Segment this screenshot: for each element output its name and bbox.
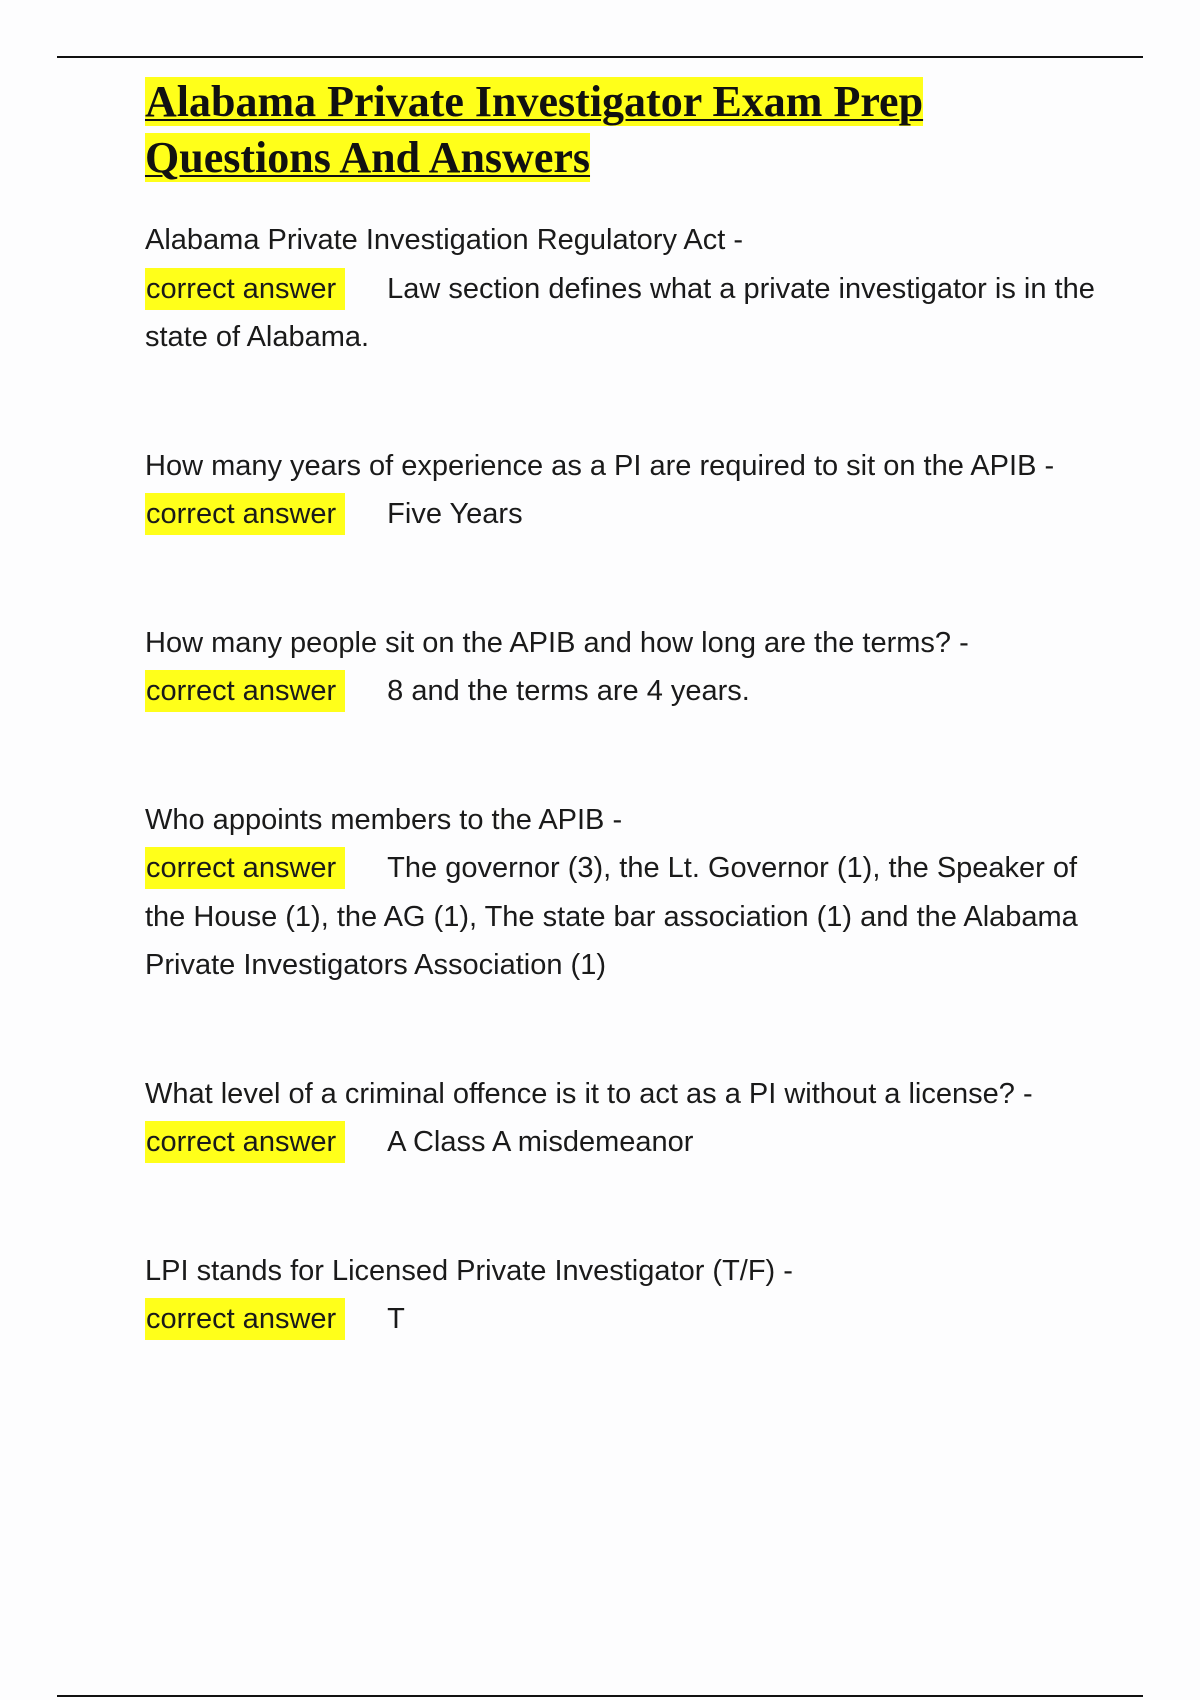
document-body <box>145 74 1095 1344</box>
correct-answer-label: correct answer <box>145 1298 345 1340</box>
answer-line <box>145 1118 1095 1167</box>
answer-line <box>145 265 1095 362</box>
qa-item <box>145 1070 1095 1167</box>
question-text: What level of a criminal offence is it to act as a PI without a license? - <box>145 1077 1033 1110</box>
question-text: LPI stands for Licensed Private Investigator (T/F) - <box>145 1254 793 1287</box>
qa-item <box>145 1247 1095 1344</box>
header-rule <box>57 56 1143 58</box>
answer-line <box>145 667 1095 716</box>
answer-line <box>145 844 1095 990</box>
qa-item <box>145 619 1095 716</box>
correct-answer-label: correct answer <box>145 493 345 535</box>
answer-text: Law section defines what a private investigator is in the state of Alabama. <box>145 272 1095 353</box>
question-text: Alabama Private Investigation Regulatory Act - <box>145 224 744 256</box>
qa-list <box>145 216 1095 1344</box>
question-text: Who appoints members to the APIB - <box>145 803 623 836</box>
answer-line <box>145 490 1095 539</box>
footer-rule <box>57 1695 1143 1697</box>
answer-text: Five Years <box>387 498 523 530</box>
answer-line <box>145 1295 1095 1344</box>
page-title-text: Alabama Private Investigator Exam Prep Questions And Answers <box>145 77 924 182</box>
answer-text: A Class A misdemeanor <box>387 1126 694 1158</box>
qa-item <box>145 796 1095 990</box>
answer-text: T <box>387 1303 405 1335</box>
question-text: How many people sit on the APIB and how long are the terms? - <box>145 626 969 659</box>
correct-answer-label: correct answer <box>145 670 345 712</box>
correct-answer-label: correct answer <box>145 847 345 889</box>
correct-answer-label: correct answer <box>145 268 345 310</box>
answer-text: The governor (3), the Lt. Governor (1), the Speaker of the House (1), the AG (1), The state bar association (1) and the Alabama Private Investigators Association (1) <box>145 852 1078 981</box>
qa-item <box>145 442 1095 539</box>
question-text: How many years of experience as a PI are required to sit on the APIB - <box>145 449 1055 482</box>
page-title <box>145 74 1095 186</box>
qa-item <box>145 216 1095 362</box>
answer-text: 8 and the terms are 4 years. <box>387 675 750 707</box>
correct-answer-label: correct answer <box>145 1121 345 1163</box>
